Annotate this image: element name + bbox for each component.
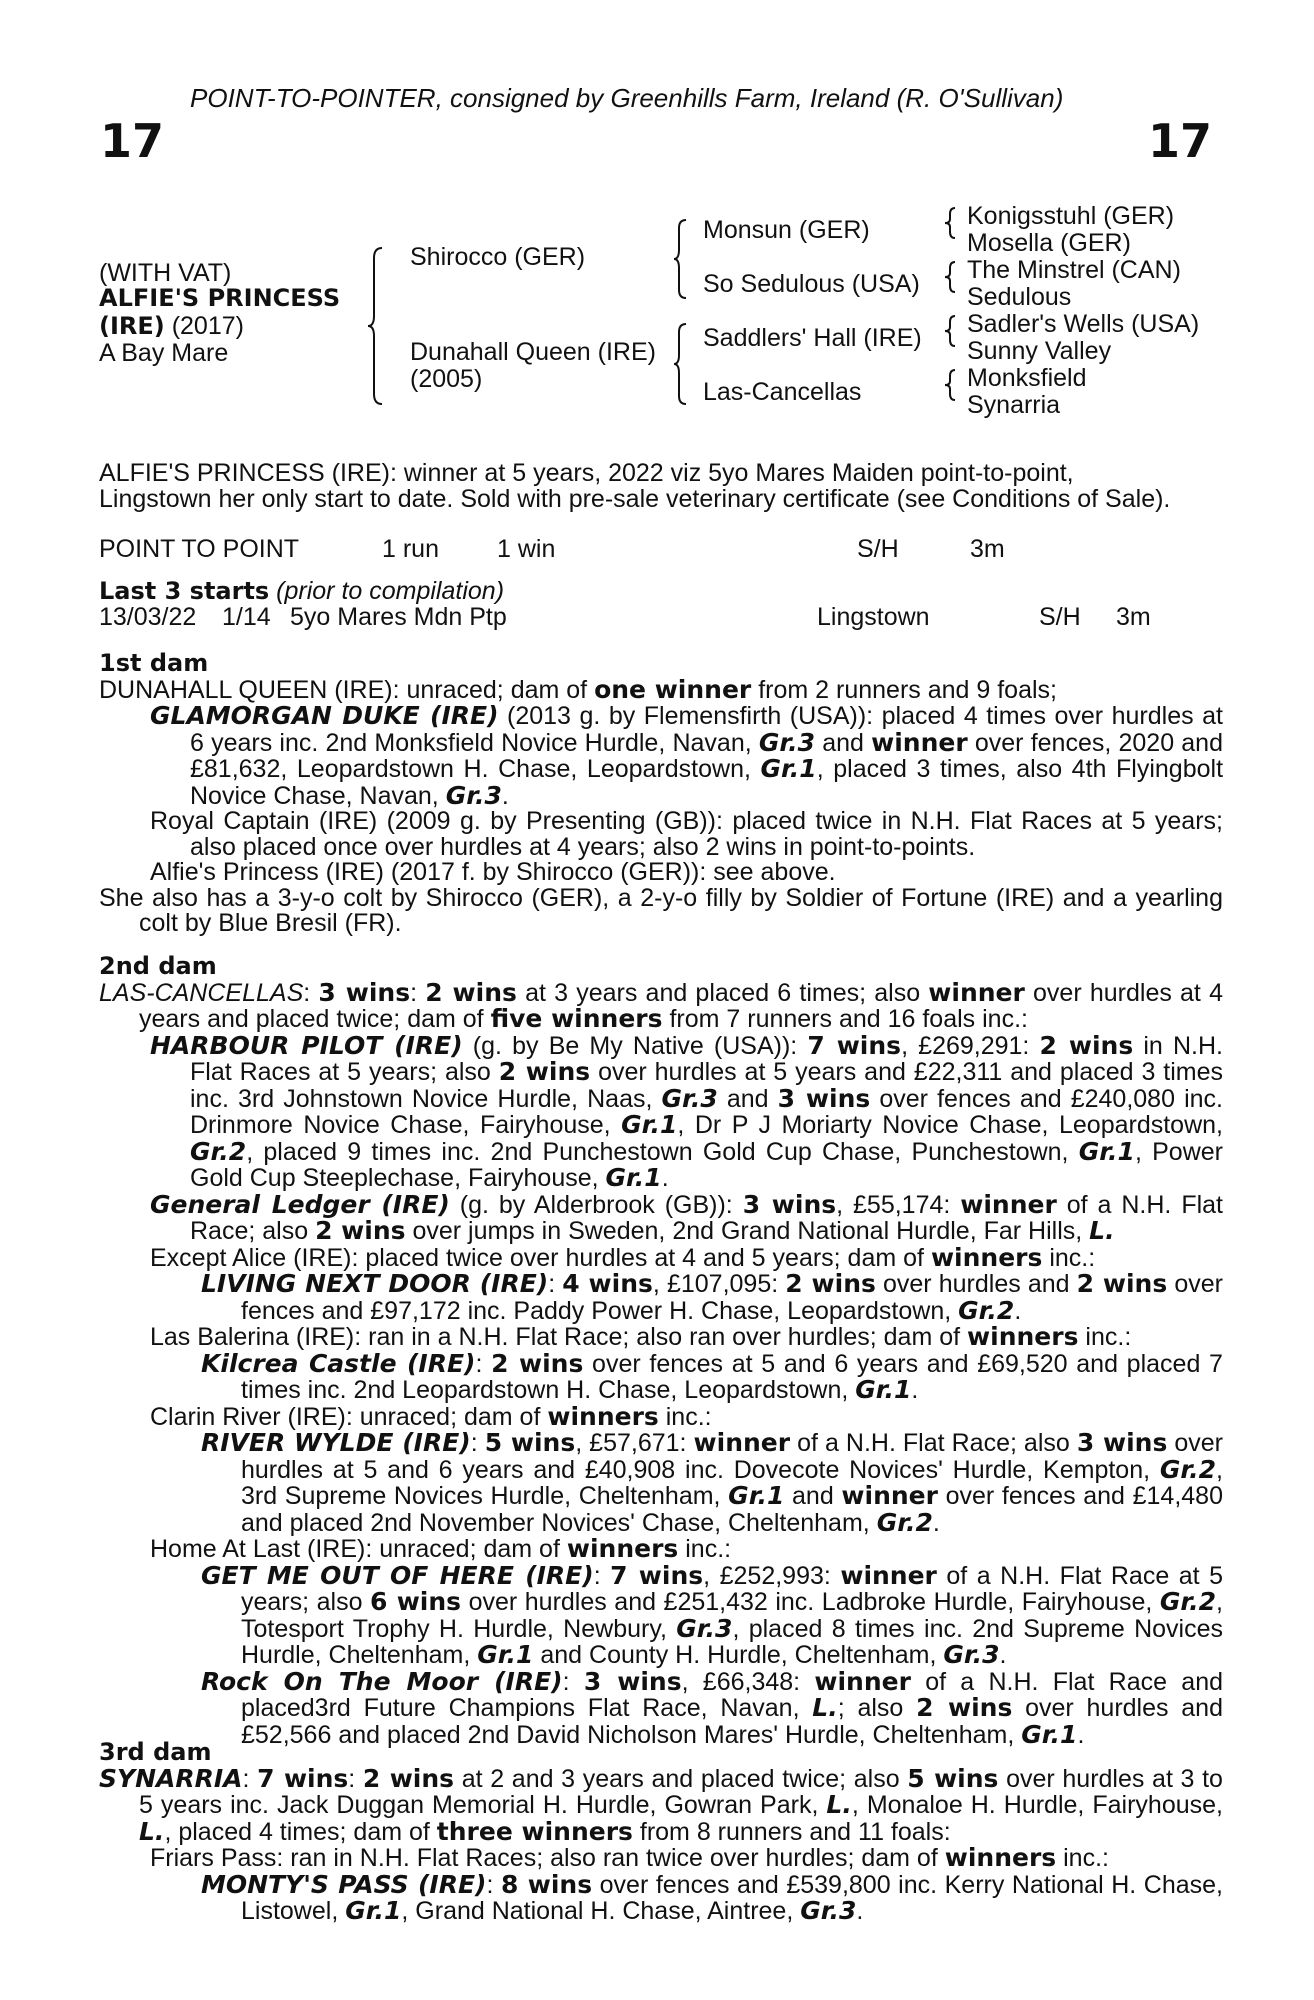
pedigree-brace-g2 <box>943 260 959 294</box>
second-dam-produce-home: Home At Last (IRE): unraced; dam of winners inc.: <box>150 1534 732 1563</box>
third-dam-produce-friars: Friars Pass: ran in N.H. Flat Races; also ran twice over hurdles; dam of winners inc.: <box>150 1843 1109 1872</box>
pedigree-g6: Sunny Valley <box>967 337 1112 365</box>
pedigree-dam: Dunahall Queen (IRE) <box>410 338 656 366</box>
record-distance: 3m <box>970 535 1005 563</box>
start-row-position: 1/14 <box>222 603 271 631</box>
third-dam-section <box>99 1740 1223 1925</box>
first-dam-section <box>99 651 1223 937</box>
pedigree-dam-year: (2005) <box>410 365 483 393</box>
start-row-distance: 3m <box>1116 603 1151 631</box>
record-wins: 1 win <box>497 535 556 563</box>
last-starts-note: (prior to compilation) <box>276 577 505 605</box>
start-row-course: Lingstown <box>817 603 930 631</box>
pedigree-g7: Monksfield <box>967 364 1087 392</box>
pedigree-sire-dam: So Sedulous (USA) <box>703 270 920 298</box>
second-dam-produce-harbour: HARBOUR PILOT (IRE) (g. by Be My Native (USA)): 7 wins, £269,291: 2 wins in N.H. Flat Races at 5 years; also 2 wins over hurdles at 5 years and £22,311 and placed 3 times inc. 3rd Johnstown Novice Hurdle, Naas, Gr.3 and 3 wins over fences and £240,080 inc. Drinmore Novice Chase, Fairyhouse, Gr.1, Dr P J Moriarty Novice Chase, Leopardstown, Gr.2, placed 9 times inc. 2nd Punchestown Gold Cup Chase, Punchestown, Gr.1, Power Gold Cup Steeplechase, Fairyhouse, Gr.1. <box>150 1030 1223 1192</box>
start-row-going: S/H <box>1039 603 1081 631</box>
pedigree-g2: Mosella (GER) <box>967 229 1131 257</box>
record-label: POINT TO POINT <box>99 535 300 563</box>
second-dam-produce-balerina: Las Balerina (IRE): ran in a N.H. Flat Race; also ran over hurdles; dam of winners inc.: <box>150 1322 1132 1351</box>
pedigree-g3: The Minstrel (CAN) <box>967 256 1181 284</box>
pedigree-dam-dam: Las-Cancellas <box>703 378 862 406</box>
pedigree-brace-g3 <box>943 314 959 348</box>
pedigree-sire: Shirocco (GER) <box>410 243 586 271</box>
third-dam-intro: SYNARRIA: 7 wins: 2 wins at 2 and 3 years and placed twice; also 5 wins over hurdles at 3 to 5 years inc. Jack Duggan Memorial H. Hurdle, Gowran Park, L., Monaloe H. Hurdle, Fairyhouse, L., placed 4 times; dam of three winners from 8 runners and 11 foals: <box>99 1763 1223 1846</box>
summary-line-2: Lingstown her only start to date. Sold with pre-sale veterinary certificate (see Conditions of Sale). <box>99 485 1171 513</box>
second-dam-grandproduce-river: RIVER WYLDE (IRE): 5 wins, £57,671: winner of a N.H. Flat Race; also 3 wins over hurdles at 5 and 6 years and £40,908 inc. Dovecote Novices' Hurdle, Kempton, Gr.2, 3rd Supreme Novices Hurdle, Cheltenham, Gr.1 and winner over fences and £14,480 and placed 2nd November Novices' Chase, Cheltenham, Gr.2. <box>201 1428 1224 1537</box>
second-dam-produce-alice: Except Alice (IRE): placed twice over hurdles at 4 and 5 years; dam of winners inc.: <box>150 1242 1096 1272</box>
record-going: S/H <box>857 535 899 563</box>
start-row-race: 5yo Mares Mdn Ptp <box>290 603 507 631</box>
horse-country: (IRE) <box>99 312 165 340</box>
first-dam-note: She also has a 3-y-o colt by Shirocco (GER), a 2-y-o filly by Soldier of Fortune (IRE) and a yearling colt by Blue Bresil (FR). <box>99 883 1223 937</box>
second-dam-grandproduce-kilcrea: Kilcrea Castle (IRE): 2 wins over fences at 5 and 6 years and £69,520 and placed 7 times inc. 2nd Leopardstown H. Chase, Leopardstown, Gr.1. <box>201 1348 1223 1404</box>
last-starts-heading <box>99 579 504 605</box>
pedigree-sire-sire: Monsun (GER) <box>703 216 870 244</box>
pedigree-dam-sire: Saddlers' Hall (IRE) <box>703 324 922 352</box>
start-row-date: 13/03/22 <box>99 603 197 631</box>
pedigree-g8: Synarria <box>967 391 1061 419</box>
second-dam-grandproduce-rock: Rock On The Moor (IRE): 3 wins, £66,348: winner of a N.H. Flat Race and placed3rd Future Champions Flat Race, Navan, L.; also 2 wins over hurdles and £52,566 and placed 2nd David Nicholson Mares' Hurdle, Cheltenham, Gr.1. <box>201 1666 1224 1749</box>
first-dam-intro: DUNAHALL QUEEN (IRE): unraced; dam of one winner from 2 runners and 9 foals; <box>99 674 1057 704</box>
pedigree-g4: Sedulous <box>967 283 1072 311</box>
horse-year: (2017) <box>164 312 244 340</box>
pedigree-brace-g1 <box>943 206 959 240</box>
vat-note: (WITH VAT) <box>99 259 232 287</box>
second-dam-heading: 2nd dam <box>99 952 217 980</box>
second-dam-grandproduce-living: LIVING NEXT DOOR (IRE): 4 wins, £107,095: 2 wins over hurdles and 2 wins over fences and £97,172 inc. Paddy Power H. Chase, Leopardstown, Gr.2. <box>201 1269 1223 1325</box>
second-dam-produce-clarin: Clarin River (IRE): unraced; dam of winners inc.: <box>150 1401 712 1431</box>
second-dam-grandproduce-getme: GET ME OUT OF HERE (IRE): 7 wins, £252,993: winner of a N.H. Flat Race at 5 years; also 6 wins over hurdles and £251,432 inc. Ladbroke Hurdle, Fairyhouse, Gr.2, Totesport Trophy H. Hurdle, Newbury, Gr.3, placed 8 times inc. 2nd Supreme Novices Hurdle, Cheltenham, Gr.1 and County H. Hurdle, Cheltenham, Gr.3. <box>201 1560 1223 1669</box>
pedigree-g1: Konigsstuhl (GER) <box>967 202 1175 230</box>
third-dam-grandproduce-montys: MONTY'S PASS (IRE): 8 wins over fences and £539,800 inc. Kerry National H. Chase, Listowel, Gr.1, Grand National H. Chase, Aintree, Gr.3. <box>201 1869 1223 1925</box>
last-starts-title: Last 3 starts <box>99 577 270 605</box>
second-dam-section <box>99 954 1223 1748</box>
horse-description: A Bay Mare <box>99 339 229 367</box>
third-dam-heading: 3rd dam <box>99 1738 212 1766</box>
first-dam-produce-royal: Royal Captain (IRE) (2009 g. by Presenting (GB)): placed twice in N.H. Flat Races at 5 years; also placed once over hurdles at 4 years; also 2 wins in point-to-points. <box>150 807 1223 861</box>
first-dam-produce-glamorgan: GLAMORGAN DUKE (IRE) (2013 g. by Flemensfirth (USA)): placed 4 times over hurdles at 6 years inc. 2nd Monksfield Novice Hurdle, Navan, Gr.3 and winner over fences, 2020 and £81,632, Leopardstown H. Chase, Leopardstown, Gr.1, placed 3 times, also 4th Flyingbolt Novice Chase, Navan, Gr.3. <box>150 701 1224 810</box>
horse-name: ALFIE'S PRINCESS <box>99 284 341 312</box>
pedigree-brace-dam <box>672 322 690 406</box>
lot-number-right: 17 <box>1148 114 1213 168</box>
first-dam-produce-alfie: Alfie's Princess (IRE) (2017 f. by Shirocco (GER)): see above. <box>150 858 836 886</box>
pedigree-brace-sire <box>672 218 690 300</box>
second-dam-produce-ledger: General Ledger (IRE) (g. by Alderbrook (GB)): 3 wins, £55,174: winner of a N.H. Flat Race; also 2 wins over jumps in Sweden, 2nd Grand National Hurdle, Far Hills, L. <box>150 1189 1223 1245</box>
pedigree-brace-g4 <box>943 368 959 402</box>
lot-number-left: 17 <box>100 114 165 168</box>
summary-line-1: ALFIE'S PRINCESS (IRE): winner at 5 years, 2022 viz 5yo Mares Maiden point-to-point, <box>99 459 1074 487</box>
pedigree-brace-parents <box>366 246 386 406</box>
first-dam-heading: 1st dam <box>99 649 209 677</box>
horse-name-suffix <box>99 314 244 340</box>
second-dam-intro: LAS-CANCELLAS: 3 wins: 2 wins at 3 years and placed 6 times; also winner over hurdles at 4 years and placed twice; dam of five winners from 7 runners and 16 foals inc.: <box>99 977 1223 1033</box>
consignor-title: POINT-TO-POINTER, consigned by Greenhills Farm, Ireland (R. O'Sullivan) <box>190 83 1064 113</box>
pedigree-g5: Sadler's Wells (USA) <box>967 310 1200 338</box>
record-runs: 1 run <box>382 535 439 563</box>
